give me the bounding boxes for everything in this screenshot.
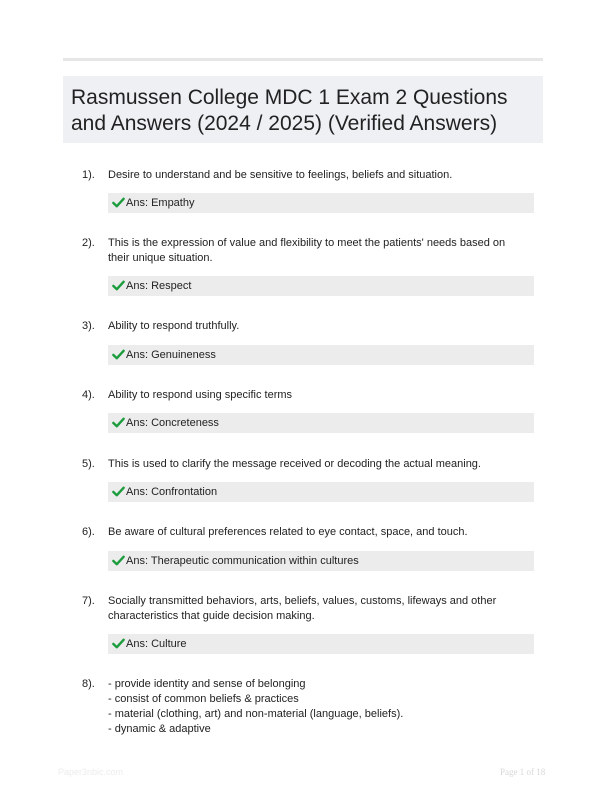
question-text: Ability to respond truthfully.	[108, 320, 240, 332]
footer-watermark: Paper3nbic.com	[58, 767, 124, 777]
answer-text: Ans: Concreteness	[126, 417, 219, 429]
answer-box	[108, 413, 534, 433]
question-text: Be aware of cultural preferences related to eye contact, space, and touch.	[108, 526, 468, 538]
question-number: 4).	[82, 389, 95, 401]
page-number: Page 1 of 18	[500, 767, 546, 777]
check-icon	[112, 485, 125, 498]
question-number: 5).	[82, 458, 95, 470]
title-box	[63, 76, 543, 143]
answer-box	[108, 345, 534, 365]
question-number: 8).	[82, 678, 95, 690]
answer-box	[108, 634, 534, 654]
check-icon	[112, 416, 125, 429]
question-number: 7).	[82, 595, 95, 607]
question-text: This is used to clarify the message received or decoding the actual meaning.	[108, 458, 481, 470]
answer-text: Ans: Confrontation	[126, 486, 218, 498]
question-text: Desire to understand and be sensitive to feelings, beliefs and situation.	[108, 169, 453, 181]
answer-box	[108, 551, 534, 571]
answer-text: Ans: Genuineness	[126, 349, 216, 361]
question-number: 1).	[82, 169, 95, 181]
question-text: - provide identity and sense of belonging - consist of common beliefs & practices - material (clothing, art) and non-material (language, beliefs). - dynamic & adaptive	[108, 678, 404, 735]
answer-box	[108, 193, 534, 213]
answer-box	[108, 276, 534, 296]
question-number: 3).	[82, 320, 95, 332]
page-title: Rasmussen College MDC 1 Exam 2 Questions and Answers (2024 / 2025) (Verified Answers)	[71, 86, 508, 135]
check-icon	[112, 348, 125, 361]
question-number: 6).	[82, 526, 95, 538]
answer-text: Ans: Culture	[126, 638, 187, 650]
question-text: Socially transmitted behaviors, arts, beliefs, values, customs, lifeways and other characteristics that guide decision making.	[108, 595, 497, 622]
question-text: Ability to respond using specific terms	[108, 389, 293, 401]
question-number: 2).	[82, 237, 95, 249]
check-icon	[112, 554, 125, 567]
check-icon	[112, 637, 125, 650]
question-text: This is the expression of value and flexibility to meet the patients' needs based on their unique situation.	[108, 237, 506, 264]
answer-text: Ans: Empathy	[126, 197, 195, 209]
check-icon	[112, 279, 125, 292]
top-divider	[63, 58, 543, 61]
answer-text: Ans: Respect	[126, 280, 192, 292]
answer-text: Ans: Therapeutic communication within cultures	[126, 555, 359, 567]
answer-box	[108, 482, 534, 502]
check-icon	[112, 196, 125, 209]
